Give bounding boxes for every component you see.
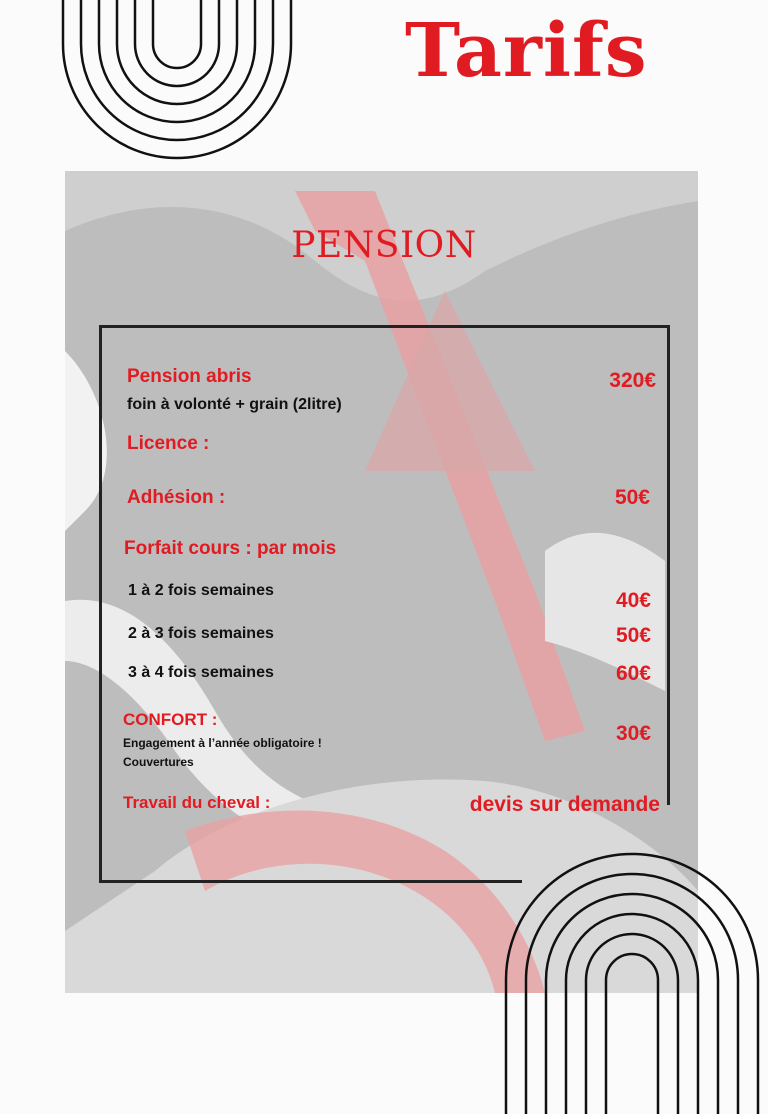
adhesion-label: Adhésion :: [127, 487, 226, 508]
pension-price: 320€: [609, 369, 656, 392]
licence-label: Licence :: [127, 433, 210, 454]
decorative-arch-top-left: [55, 0, 300, 170]
page-title: Tarifs: [405, 8, 648, 94]
price-frame-right-border: [667, 325, 670, 805]
forfait-label: Forfait cours : par mois: [124, 538, 337, 559]
price-frame-bottom-border: [99, 880, 522, 883]
forfait-row-3-label: 3 à 4 fois semaines: [128, 664, 274, 681]
travail-label: Travail du cheval :: [123, 793, 271, 812]
adhesion-price: 50€: [614, 486, 650, 509]
forfait-row-3-price: 60€: [615, 662, 651, 685]
section-title: PENSION: [291, 225, 477, 266]
pension-detail: foin à volonté + grain (2litre): [127, 396, 342, 413]
confort-label: CONFORT :: [123, 710, 218, 729]
travail-price: devis sur demande: [469, 793, 660, 816]
forfait-row-1-label: 1 à 2 fois semaines: [128, 582, 274, 599]
forfait-row-2-label: 2 à 3 fois semaines: [128, 625, 274, 642]
forfait-row-2-price: 50€: [615, 624, 651, 647]
pension-label: Pension abris: [127, 366, 252, 387]
confort-line-2: Couvertures: [123, 755, 194, 769]
confort-line-1: Engagement à l’année obligatoire !: [123, 736, 322, 750]
forfait-row-1-price: 40€: [615, 589, 651, 612]
confort-price: 30€: [615, 722, 651, 745]
